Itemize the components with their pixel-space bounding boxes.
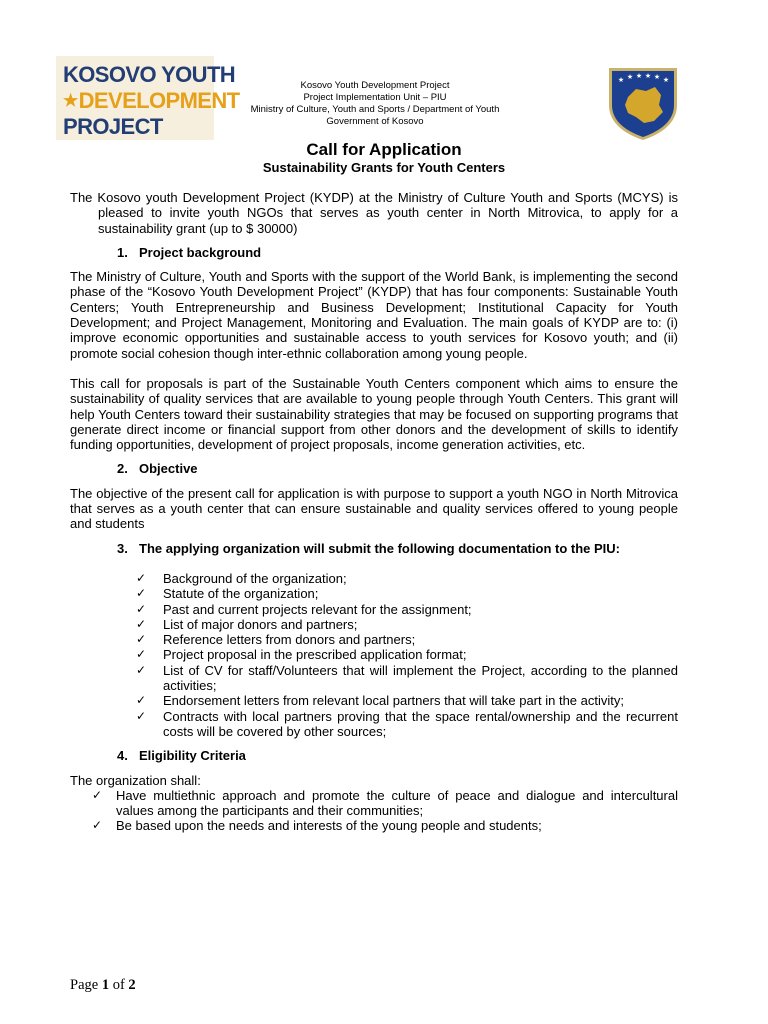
checkmark-icon: ✓ (136, 647, 147, 662)
section-heading-text: Eligibility Criteria (139, 748, 246, 764)
section-heading-text: Project background (139, 244, 262, 260)
svg-text:★: ★ (635, 72, 643, 80)
list-item (136, 602, 678, 617)
section-heading-2 (70, 461, 678, 476)
list-item-text: Reference letters from donors and partners; (163, 632, 416, 648)
paragraph: This call for proposals is part of the Sustainable Youth Centers component which aims to ensure the sustainability of quality services that are available to young people through Youth Centers. This grant will help Youth Centers toward their sustainability strategies that may be focused on supporting programs that generate direct income or financial support from other donors and the development of skills to identify funding opportunities, development of project proposals, income generation activities, etc. (70, 375, 678, 453)
kydp-logo (56, 56, 240, 140)
document-body (70, 190, 678, 834)
section-number: 3. (117, 540, 128, 556)
letterhead (220, 80, 530, 128)
section-number: 2. (117, 461, 128, 477)
page-subtitle: Sustainability Grants for Youth Centers (262, 160, 506, 175)
list-item-text: Statute of the organization; (163, 586, 319, 602)
list-item (136, 617, 678, 632)
list-item (136, 632, 678, 647)
page-current: 1 (101, 977, 110, 993)
eligibility-lead: The organization shall: (70, 772, 201, 788)
paragraph: The objective of the present call for application is with purpose to support a youth NGO in North Mitrovica that serves as a youth center that can ensure sustainable and quality services offered to young people and students (70, 485, 678, 532)
list-item (136, 693, 678, 708)
section-heading-1 (70, 245, 678, 260)
svg-text:★: ★ (662, 76, 670, 84)
checkmark-icon: ✓ (136, 586, 147, 601)
checkmark-icon: ✓ (136, 570, 147, 585)
checkmark-icon: ✓ (136, 662, 147, 677)
list-item-text: Have multiethnic approach and promote the culture of peace and dialogue and intercultural values among the participants and their communities; (116, 787, 678, 819)
list-item-text: Contracts with local partners proving that the space rental/ownership and the recurrent costs will be covered by other sources; (163, 708, 678, 739)
svg-text:★: ★ (626, 73, 634, 81)
list-item (136, 663, 678, 694)
svg-text:★: ★ (617, 76, 625, 84)
page-separator: of (109, 977, 129, 993)
kosovo-coat-of-arms-icon (606, 65, 680, 141)
list-item-text: List of major donors and partners; (163, 616, 358, 632)
page-prefix: Page (70, 977, 102, 993)
svg-text:★: ★ (653, 73, 661, 81)
section-heading-text: Objective (139, 461, 198, 477)
list-item (92, 788, 678, 819)
logo-line-2-text: DEVELOPMENT (78, 88, 240, 113)
section-number: 1. (117, 244, 128, 260)
list-item-text: List of CV for staff/Volunteers that will implement the Project, according to the planned activities; (163, 662, 678, 694)
logo-line-1: KOSOVO YOUTH (63, 62, 236, 87)
list-item-text: Background of the organization; (163, 570, 347, 586)
list-item-text: Project proposal in the prescribed application format; (163, 647, 467, 663)
letterhead-line-2: Project Implementation Unit – PIU (303, 92, 447, 103)
section-heading-3 (70, 541, 678, 556)
checkmark-icon: ✓ (92, 787, 103, 802)
logo-line-3: PROJECT (63, 114, 163, 139)
intro-paragraph: The Kosovo youth Development Project (KYDP) at the Ministry of Culture Youth and Sports (MCYS) is pleased to invite youth NGOs that serves as youth center in North Mitrovica, to apply for a sustainability grant (up to $ 30000) (70, 190, 678, 236)
svg-text:★: ★ (644, 72, 652, 80)
star-icon: ★ (63, 91, 78, 110)
checkmark-icon: ✓ (136, 708, 147, 723)
letterhead-line-4: Government of Kosovo (326, 116, 424, 127)
checkmark-icon: ✓ (92, 818, 103, 833)
letterhead-line-1: Kosovo Youth Development Project (300, 80, 450, 91)
list-item (136, 571, 678, 586)
checkmark-icon: ✓ (136, 632, 147, 647)
eligibility-list (70, 788, 678, 834)
paragraph: The Ministry of Culture, Youth and Sports with the support of the World Bank, is implementing the second phase of the “Kosovo Youth Development Project” (KYDP) that has four components: Sustainable Youth Centers; Youth Entrepreneurship and Business Development; Institutional Capacity for Youth Development; and Project Management, Monitoring and Evaluation. The main goals of KYDP are to: (i) improve economic opportunities and sustainable access to youth services for Kosovo youth; and (ii) promote social cohesion though inter-ethnic collaboration among young people. (70, 269, 678, 361)
list-item (92, 818, 678, 833)
checkmark-icon: ✓ (136, 616, 147, 631)
documentation-list (70, 571, 678, 739)
list-item (136, 647, 678, 662)
list-item (136, 709, 678, 740)
list-item-text: Past and current projects relevant for the assignment; (163, 601, 472, 617)
page-number (70, 977, 136, 994)
page-total: 2 (128, 977, 136, 993)
list-item-text: Be based upon the needs and interests of the young people and students; (116, 818, 542, 834)
page-title: Call for Application (306, 140, 462, 159)
section-heading-4 (70, 748, 678, 763)
list-item (136, 586, 678, 601)
list-item-text: Endorsement letters from relevant local partners that will take part in the activity; (163, 693, 624, 709)
section-number: 4. (117, 748, 128, 764)
checkmark-icon: ✓ (136, 601, 147, 616)
checkmark-icon: ✓ (136, 693, 147, 708)
logo-line-2 (63, 88, 240, 114)
letterhead-line-3: Ministry of Culture, Youth and Sports / Department of Youth (250, 104, 500, 115)
section-heading-text: The applying organization will submit the following documentation to the PIU: (139, 540, 620, 556)
